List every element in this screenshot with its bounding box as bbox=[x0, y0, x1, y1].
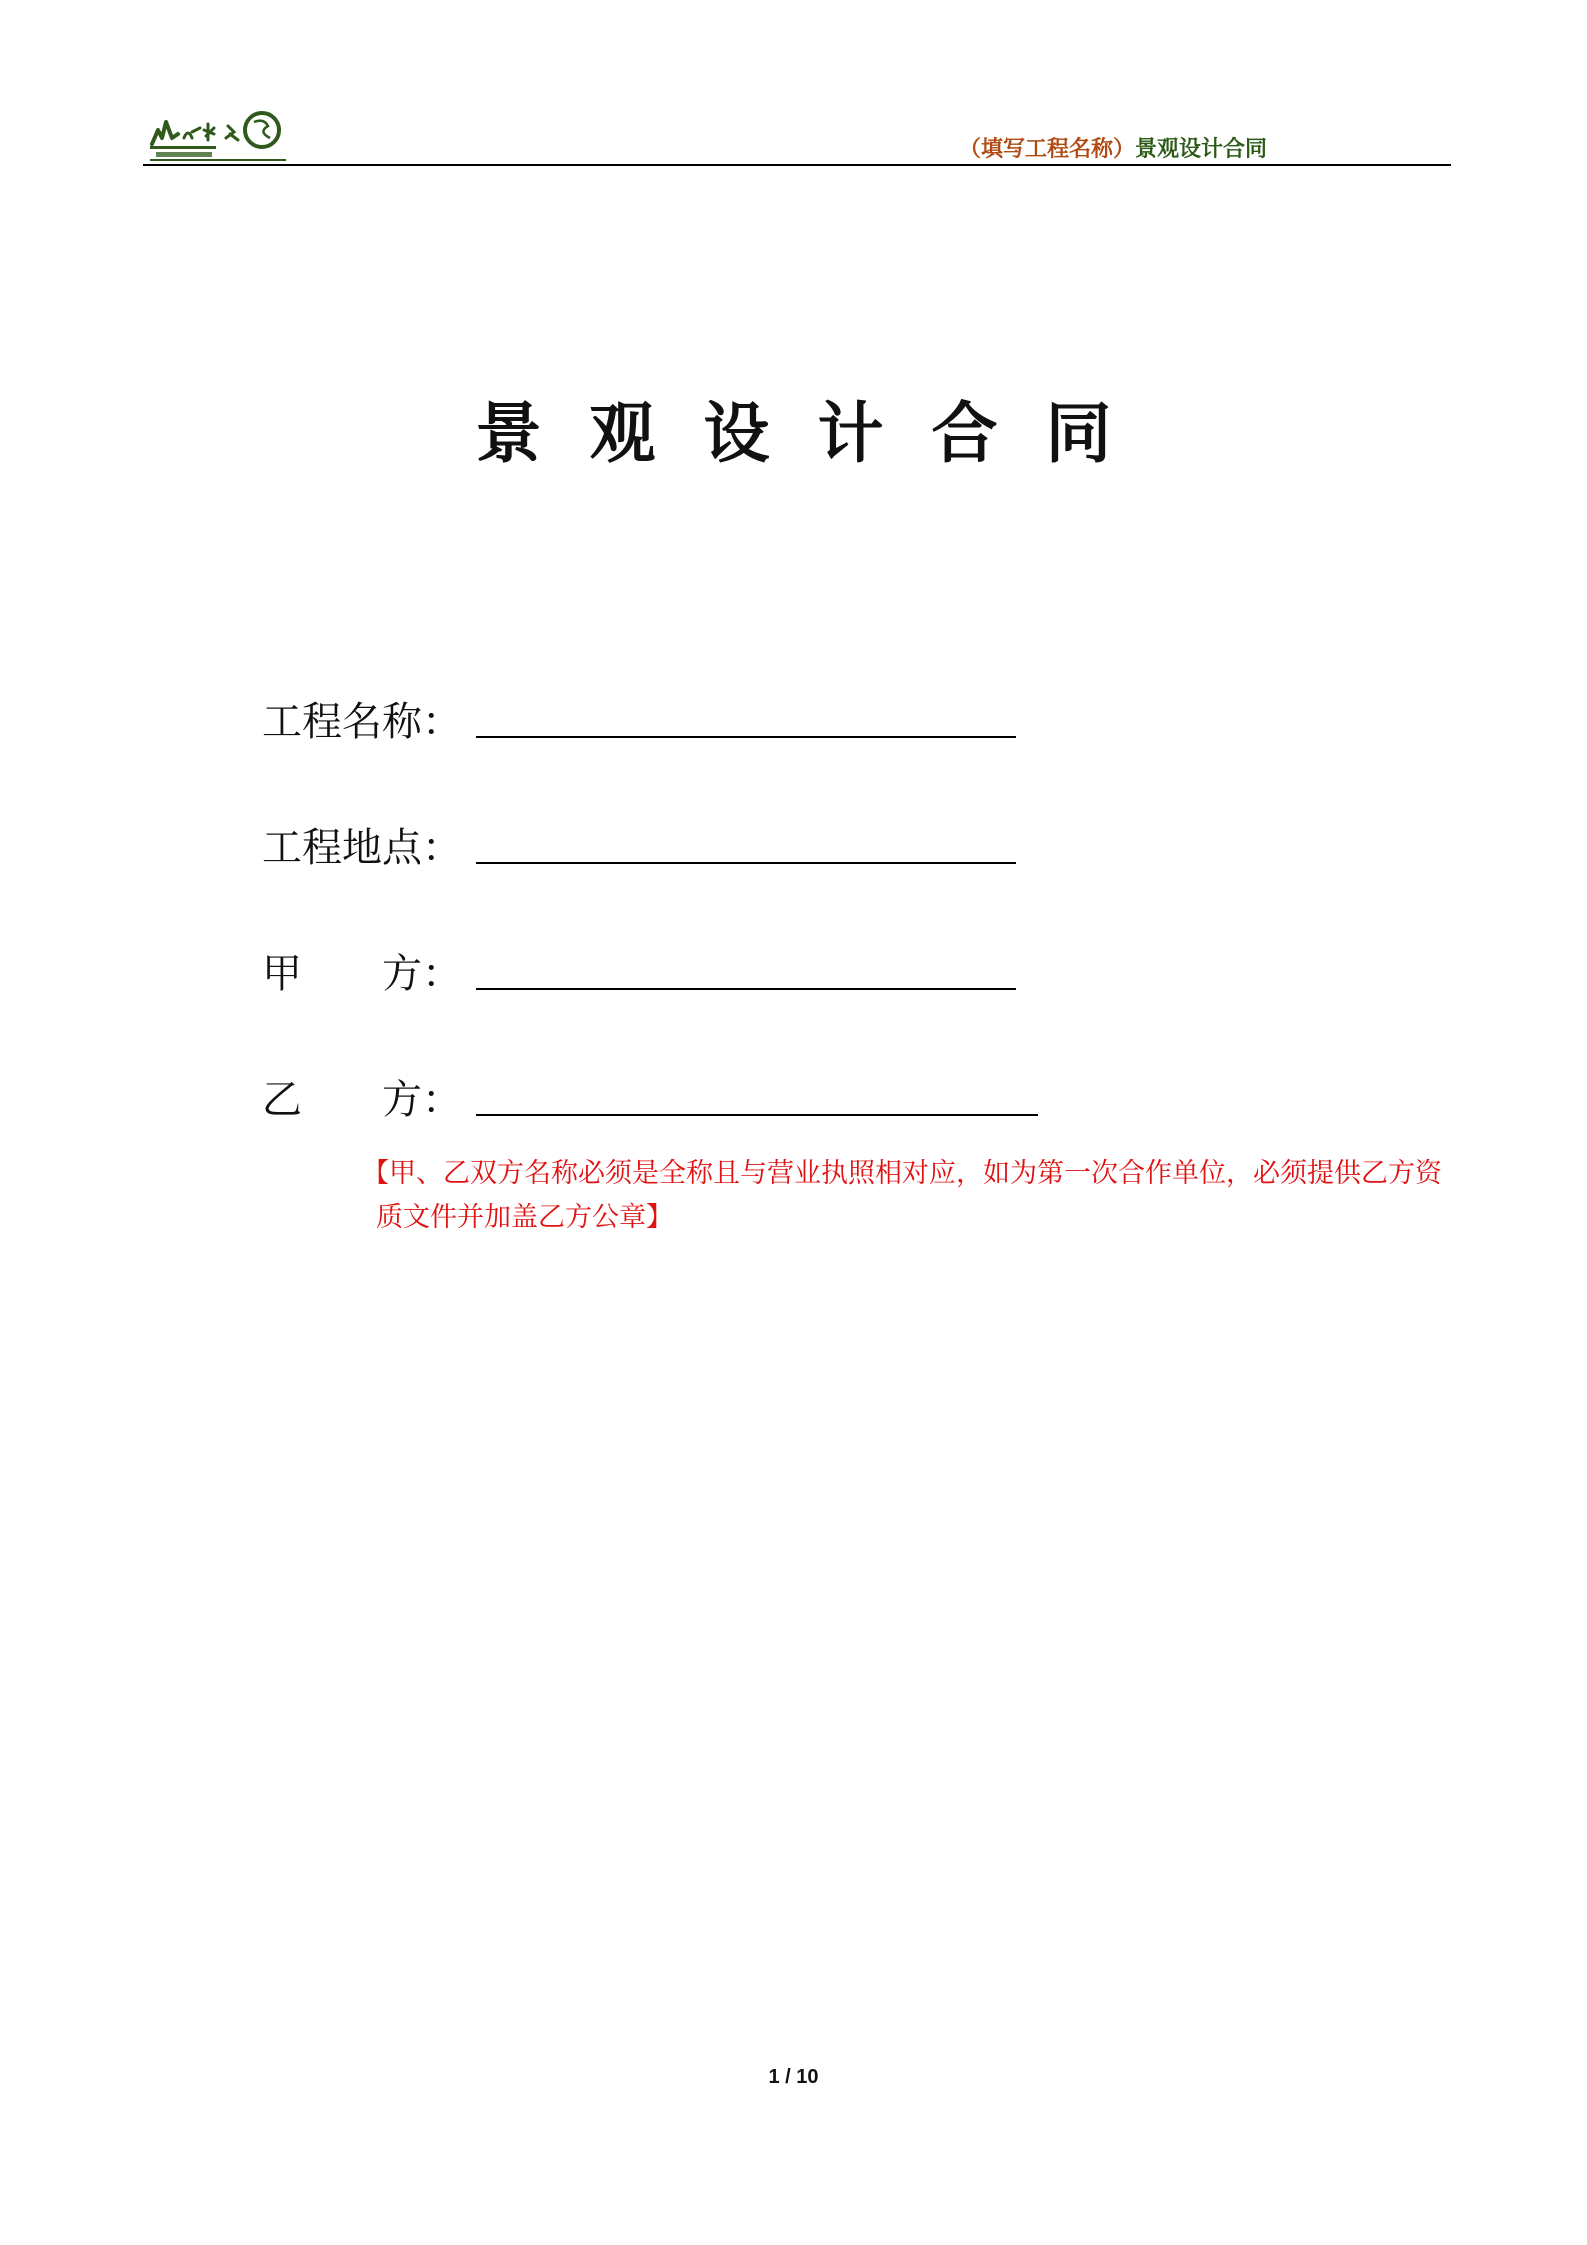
project-location-line[interactable] bbox=[476, 862, 1016, 864]
project-name-line[interactable] bbox=[476, 736, 1016, 738]
party-b-line[interactable] bbox=[476, 1114, 1038, 1116]
header-title-fixed: 景观设计合同 bbox=[1134, 137, 1267, 162]
company-logo-icon bbox=[148, 108, 288, 162]
project-name-label: 工程名称： bbox=[262, 699, 462, 745]
party-b-label: 乙 方： bbox=[262, 1077, 462, 1123]
header-divider bbox=[143, 164, 1451, 166]
page-number: 1 / 10 bbox=[768, 2066, 819, 2088]
party-a-label: 甲 方： bbox=[262, 951, 462, 997]
document-title: 景观设计合同 bbox=[475, 394, 1160, 472]
header-title-placeholder: （填写工程名称） bbox=[958, 137, 1135, 162]
party-name-note: 【甲、乙双方名称必须是全称且与营业执照相对应，如为第一次合作单位，必须提供乙方资质文件并加盖乙方公章】 bbox=[362, 1158, 1442, 1233]
party-a-line[interactable] bbox=[476, 988, 1016, 990]
project-location-label: 工程地点： bbox=[262, 825, 462, 871]
header-title bbox=[959, 132, 1267, 163]
